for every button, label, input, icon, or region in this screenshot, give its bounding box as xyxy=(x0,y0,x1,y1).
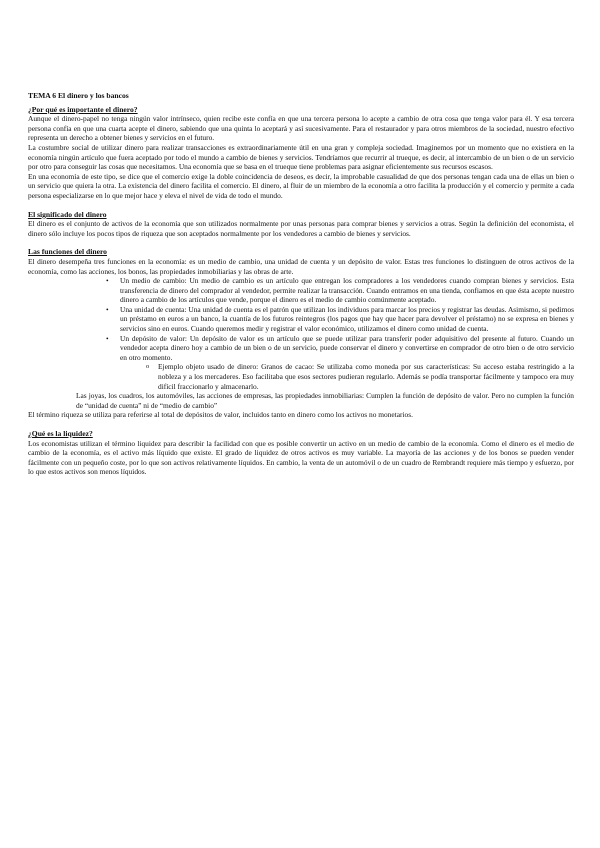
list-item-text: Un depósito de valor: Un depósito de valor es un artículo que se puede utilizar para transferir poder adquisitivo del presente al futuro. Cuando un vendedor acepta dinero hoy a cambio de un bien o de un servicio, puede conservar el dinero y convertirse en comprador de otro bien o de otro servicio en otro momento. xyxy=(120,333,574,362)
paragraph: Los economistas utilizan el término liquidez para describir la facilidad con que es posible convertir un activo en un medio de cambio de la economía. Como el dinero es el medio de cambio de la economía, es el activo más líquido que existe. El grado de liquidez de otros activos es muy variable. La mayoría de las acciones y de los bonos se pueden vender fácilmente con un pequeño coste, por lo que son activos relativamente líquidos. En cambio, la venta de un automóvil o de un cuadro de Rembrandt requiere más tiempo y esfuerzo, por lo que estos activos son menos líquidos. xyxy=(28,438,574,477)
sub-list-item-cacao-example: o Ejemplo objeto usado de dinero: Granos de cacao: Se utilizaba como moneda por sus características: Su acceso estaba restringido a la nobleza y a los mercaderes. Eso facilitaba que esos sectores pudieran regularlo. Además se podía transportar fácilmente y tampoco era muy difícil fraccionarlo y almacenarlo. xyxy=(158,362,574,391)
document-title: TEMA 6 El dinero y los bancos xyxy=(28,91,129,100)
paragraph: Las joyas, los cuadros, los automóviles, las acciones de empresas, las propiedades inmobiliarias: Cumplen la función de depósito de valor. Pero no cumplen la función de “unidad de cuenta” ni de “medio de cambio” xyxy=(76,391,574,410)
section-heading-liquidity: ¿Qué es la liquidez? xyxy=(28,429,93,438)
sub-list xyxy=(120,362,574,391)
list-item-store-of-value xyxy=(120,334,574,392)
paragraph: El término riqueza se utiliza para referirse al total de depósitos de valor, incluidos tanto en dinero como los activos no monetarios. xyxy=(28,410,413,420)
section-heading-meaning: El significado del dinero xyxy=(28,209,107,219)
paragraph: Aunque el dinero-papel no tenga ningún valor intrínseco, quien recibe este confía en que una tercera persona lo acepte a cambio de otra cosa que tenga valor para él. Y esa tercera persona confía en que una cuarta acepte el dinero, sabiendo que una quinta lo aceptará y así sucesivamente. Para el restaurador y para otros miembros de la sociedad, nuestro efectivo representa un derecho a obtener bienes y servicios en el futuro. xyxy=(28,114,574,143)
document-page xyxy=(28,91,574,477)
paragraph: El dinero desempeña tres funciones en la economía: es un medio de cambio, una unidad de cuenta y un depósito de valor. Estas tres funciones lo distinguen de otros activos de la economía, como las acciones, los bonos, las propiedades inmobiliarias y las obras de arte. xyxy=(28,256,574,276)
list-item-medium-of-exchange: • Un medio de cambio: Un medio de cambio es un artículo que entregan los compradores a los vendedores cuando compran bienes y servicios. Esta transferencia de dinero del comprador al vendedor, permite realizar la transacción. Cuando entramos en una tienda, confiamos en que ésta acepte nuestro dinero a cambio de los artículos que vende, porque el dinero es el medio de cambio comúnmente aceptado. xyxy=(120,276,574,305)
functions-list xyxy=(28,276,574,391)
paragraph: La costumbre social de utilizar dinero para realizar transacciones es extraordinariamente útil en una gran y compleja sociedad. Imaginemos por un momento que no existiera en la economía ningún artículo que fuera aceptado por todo el mundo a cambio de bienes y servicios. Tendríamos que recurrir al trueque, es decir, al intercambio de un bien o de un servicio por otro para conseguir las cosas que necesitamos. Una economía que se basa en el trueque tiene problemas para asignar eficientemente sus recursos escasos. xyxy=(28,142,574,172)
section-heading-functions: Las funciones del dinero xyxy=(28,247,107,257)
section-heading-importance: ¿Por qué es importante el dinero? xyxy=(28,104,138,114)
list-item-unit-of-account: • Una unidad de cuenta: Una unidad de cuenta es el patrón que utilizan los individuos para marcar los precios y registrar las deudas. Asimismo, si pedimos un préstamo en euros a un banco, la cuantía de los futuros reintegros (los pagos que hay que hacer para devolver el préstamo) no se expresa en bienes y servicios sino en euros. Cuando queremos medir y registrar el valor económico, utilizamos el dinero como unidad de cuenta. xyxy=(120,305,574,334)
paragraph: El dinero es el conjunto de activos de la economía que son utilizados normalmente por unas personas para comprar bienes y servicios a otras. Según la definición del economista, el dinero sólo incluye los pocos tipos de riqueza que son aceptados normalmente por los vendedores a cambio de bienes y servicios. xyxy=(28,219,574,238)
paragraph: En una economía de este tipo, se dice que el comercio exige la doble coincidencia de deseos, es decir, la improbable casualidad de que dos personas tengan cada una de ellas un bien o un servicio que quiera la otra. La existencia del dinero facilita el comercio. El dinero, al fluir de un miembro de la economía a otro facilita la producción y el comercio y permite a cada persona especializarse en lo que mejor hace y eleva el nivel de vida de todo el mundo. xyxy=(28,171,574,200)
